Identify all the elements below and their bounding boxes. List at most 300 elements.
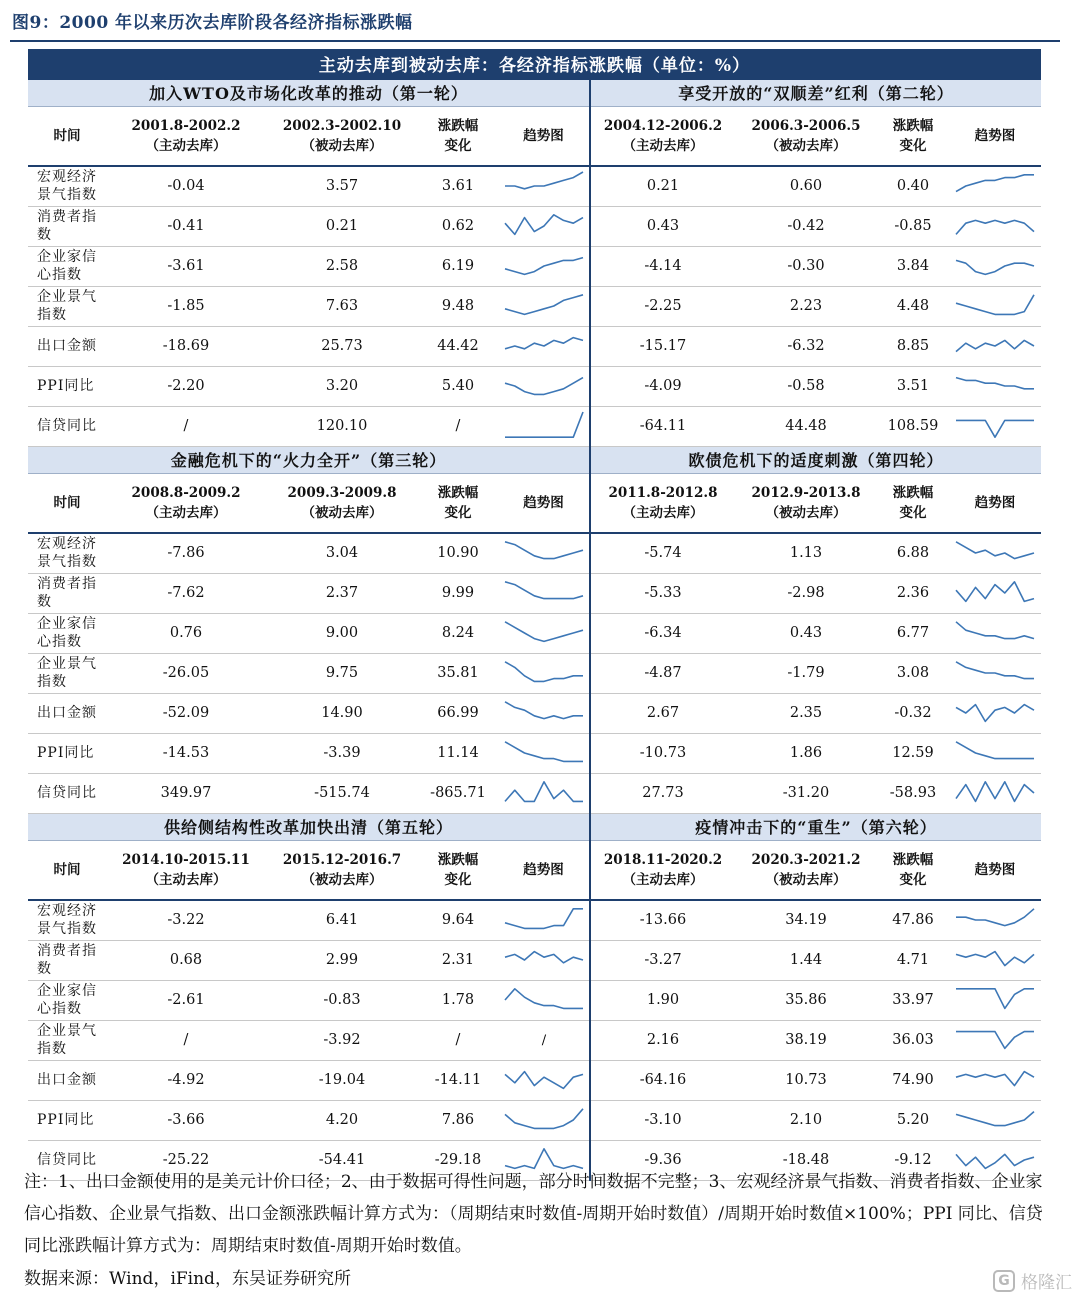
passive-value: -31.20 <box>735 773 877 813</box>
indicator-name: 消费者指数 <box>37 576 97 610</box>
table-row <box>28 1060 1041 1100</box>
trend-sparkline-line <box>956 705 1034 722</box>
trend-sparkline <box>954 903 1036 937</box>
active-label: （主动去库） <box>622 137 704 154</box>
trend-sparkline-line <box>505 215 583 235</box>
indicator-cell <box>28 166 106 206</box>
round-title-left: 加入WTO及市场化改革的推动（第一轮） <box>28 79 590 106</box>
change-value: 3.84 <box>877 246 949 286</box>
trend-sparkline <box>954 329 1036 363</box>
passive-value: 1.13 <box>735 533 877 573</box>
active-period: 2001.8-2002.2 <box>131 117 241 134</box>
passive-value: 0.60 <box>735 166 877 206</box>
active-value: -10.73 <box>590 733 735 773</box>
indicator-cell <box>28 980 106 1020</box>
round-title-right: 享受开放的“双顺差”红利（第二轮） <box>590 79 1041 106</box>
active-value: -15.17 <box>590 326 735 366</box>
round-title-right: 欧债危机下的适度刺激（第四轮） <box>590 446 1041 473</box>
passive-period-header <box>735 473 877 533</box>
table-body <box>28 49 1041 1180</box>
trend-cell <box>949 940 1041 980</box>
round-title-right: 疫情冲击下的“重生”（第六轮） <box>590 813 1041 840</box>
passive-label: （被动去库） <box>765 504 847 521</box>
change-value: 8.85 <box>877 326 949 366</box>
change-header <box>418 473 498 533</box>
table-row <box>28 940 1041 980</box>
trend-sparkline-line <box>505 542 583 559</box>
table-row <box>28 1100 1041 1140</box>
passive-period: 2020.3-2021.2 <box>751 851 861 868</box>
indicator-cell <box>28 246 106 286</box>
indicator-cell <box>28 1020 106 1060</box>
passive-value: 9.75 <box>266 653 418 693</box>
active-period: 2011.8-2012.8 <box>608 484 718 501</box>
trend-cell <box>498 940 590 980</box>
indicator-cell <box>28 286 106 326</box>
watermark-logo <box>993 1268 1072 1293</box>
passive-period: 2006.3-2006.5 <box>751 117 861 134</box>
trend-cell <box>498 900 590 940</box>
trend-sparkline <box>503 776 585 810</box>
figure-title: 图9：2000 年以来历次去库阶段各经济指标涨跌幅 <box>12 13 413 33</box>
passive-value: 2.37 <box>266 573 418 613</box>
active-value: 0.76 <box>106 613 266 653</box>
trend-cell <box>498 693 590 733</box>
passive-value: -1.79 <box>735 653 877 693</box>
active-period: 2018.11-2020.2 <box>603 851 723 868</box>
trend-sparkline <box>503 1023 585 1057</box>
indicator-cell <box>28 940 106 980</box>
active-value: -7.62 <box>106 573 266 613</box>
active-value: -7.86 <box>106 533 266 573</box>
change-value: 7.86 <box>418 1100 498 1140</box>
change-value: 2.36 <box>877 573 949 613</box>
active-period: 2008.8-2009.2 <box>131 484 241 501</box>
trend-cell <box>949 326 1041 366</box>
passive-value: 1.86 <box>735 733 877 773</box>
passive-value: 38.19 <box>735 1020 877 1060</box>
indicator-cell <box>28 326 106 366</box>
trend-cell <box>949 206 1041 246</box>
indicator-cell <box>28 613 106 653</box>
trend-sparkline <box>954 983 1036 1017</box>
passive-value: -3.92 <box>266 1020 418 1060</box>
change-label: 涨跌幅变化 <box>892 117 934 154</box>
change-value: 4.48 <box>877 286 949 326</box>
passive-value: 44.48 <box>735 406 877 446</box>
trend-cell <box>498 1100 590 1140</box>
trend-cell <box>949 366 1041 406</box>
trend-sparkline <box>503 329 585 363</box>
active-value: 2.67 <box>590 693 735 733</box>
trend-sparkline-line <box>505 258 583 275</box>
change-value: -865.71 <box>418 773 498 813</box>
change-value: 9.64 <box>418 900 498 940</box>
change-value: 44.42 <box>418 326 498 366</box>
active-value: -18.69 <box>106 326 266 366</box>
trend-sparkline-line <box>956 662 1034 679</box>
trend-sparkline-line <box>956 952 1034 966</box>
indicator-name: 宏观经济景气指数 <box>37 903 97 938</box>
table-title: 主动去库到被动去库：各经济指标涨跌幅（单位：%） <box>28 49 1041 79</box>
indicator-name: PPI同比 <box>37 745 95 761</box>
passive-value: 2.10 <box>735 1100 877 1140</box>
table-row <box>28 206 1041 246</box>
trend-cell <box>498 326 590 366</box>
indicator-name: PPI同比 <box>37 1112 95 1128</box>
change-value: 0.40 <box>877 166 949 206</box>
trend-sparkline-line <box>505 909 583 929</box>
trend-sparkline-line <box>956 420 1034 437</box>
trend-sparkline <box>503 903 585 937</box>
change-label: 涨跌幅变化 <box>892 484 934 521</box>
passive-label: （被动去库） <box>301 504 383 521</box>
trend-sparkline-line <box>956 175 1034 192</box>
source-line: 数据来源：Wind，iFind，东吴证券研究所 <box>24 1269 351 1289</box>
indicator-name: 企业家信心指数 <box>37 983 97 1017</box>
change-label: 涨跌幅变化 <box>892 851 934 888</box>
active-value: -6.34 <box>590 613 735 653</box>
trend-cell <box>949 653 1041 693</box>
indicator-name: 出口金额 <box>37 338 97 354</box>
table-row <box>28 166 1041 206</box>
change-value: 3.51 <box>877 366 949 406</box>
passive-value: -2.98 <box>735 573 877 613</box>
indicator-name: 出口金额 <box>37 1072 97 1088</box>
trend-cell <box>949 693 1041 733</box>
active-value: / <box>106 1020 266 1060</box>
trend-sparkline <box>503 656 585 690</box>
indicator-cell <box>28 1100 106 1140</box>
passive-value: 34.19 <box>735 900 877 940</box>
change-value: 2.31 <box>418 940 498 980</box>
table-row <box>28 286 1041 326</box>
trend-sparkline-line <box>505 989 583 1009</box>
active-value: -0.41 <box>106 206 266 246</box>
change-header <box>418 840 498 900</box>
trend-sparkline <box>503 369 585 403</box>
passive-value: -54.41 <box>266 1140 418 1180</box>
trend-sparkline <box>954 409 1036 443</box>
indicator-cell <box>28 206 106 246</box>
trend-header: 趋势图 <box>949 106 1041 166</box>
change-value: 6.19 <box>418 246 498 286</box>
indicator-cell <box>28 693 106 733</box>
trend-sparkline <box>954 736 1036 770</box>
indicator-name: 企业景气指数 <box>37 289 97 323</box>
table-row <box>28 773 1041 813</box>
time-header: 时间 <box>28 840 106 900</box>
trend-sparkline-line <box>956 260 1034 274</box>
trend-sparkline <box>503 943 585 977</box>
indicator-name: 企业家信心指数 <box>37 249 97 283</box>
title-rule <box>10 40 1060 42</box>
active-value: -14.53 <box>106 733 266 773</box>
active-value: -25.22 <box>106 1140 266 1180</box>
active-value: -64.16 <box>590 1060 735 1100</box>
change-value: / <box>418 406 498 446</box>
active-value: -4.14 <box>590 246 735 286</box>
passive-value: 3.57 <box>266 166 418 206</box>
change-value: 47.86 <box>877 900 949 940</box>
trend-sparkline <box>954 696 1036 730</box>
trend-sparkline-line <box>505 295 583 315</box>
trend-cell <box>498 613 590 653</box>
passive-value: -0.83 <box>266 980 418 1020</box>
trend-sparkline-line <box>956 742 1034 759</box>
round-title-left: 供给侧结构性改革加快出清（第五轮） <box>28 813 590 840</box>
table-row <box>28 533 1041 573</box>
active-period-header <box>106 840 266 900</box>
passive-period: 2009.3-2009.8 <box>287 484 397 501</box>
table-row <box>28 653 1041 693</box>
passive-period-header <box>266 473 418 533</box>
active-value: -3.10 <box>590 1100 735 1140</box>
active-label: （主动去库） <box>145 137 227 154</box>
active-value: -13.66 <box>590 900 735 940</box>
trend-cell <box>498 653 590 693</box>
indicator-cell <box>28 573 106 613</box>
trend-sparkline <box>954 1103 1036 1137</box>
trend-sparkline-line <box>956 220 1034 234</box>
active-value: -26.05 <box>106 653 266 693</box>
trend-sparkline <box>954 536 1036 570</box>
active-value: -9.36 <box>590 1140 735 1180</box>
trend-sparkline <box>503 209 585 243</box>
active-value: 349.97 <box>106 773 266 813</box>
passive-period: 2002.3-2002.10 <box>282 117 402 134</box>
trend-sparkline <box>503 249 585 283</box>
active-value: -3.22 <box>106 900 266 940</box>
trend-cell <box>949 1020 1041 1060</box>
trend-sparkline <box>954 576 1036 610</box>
passive-label: （被动去库） <box>301 137 383 154</box>
round-header-row <box>28 813 1041 840</box>
active-value: -2.20 <box>106 366 266 406</box>
indicator-name: 出口金额 <box>37 705 97 721</box>
active-value: -2.61 <box>106 980 266 1020</box>
indicator-name: 信贷同比 <box>37 418 97 434</box>
passive-label: （被动去库） <box>765 137 847 154</box>
trend-cell <box>498 980 590 1020</box>
trend-sparkline <box>954 616 1036 650</box>
trend-cell <box>949 286 1041 326</box>
change-value: 11.14 <box>418 733 498 773</box>
active-period: 2004.12-2006.2 <box>603 117 723 134</box>
trend-header: 趋势图 <box>949 840 1041 900</box>
passive-value: -0.42 <box>735 206 877 246</box>
active-value: -0.04 <box>106 166 266 206</box>
trend-cell <box>498 1020 590 1060</box>
change-value: -14.11 <box>418 1060 498 1100</box>
active-value: -3.66 <box>106 1100 266 1140</box>
table-header-row <box>28 49 1041 79</box>
trend-cell <box>949 900 1041 940</box>
indicator-name: 消费者指数 <box>37 209 97 243</box>
passive-value: 2.35 <box>735 693 877 733</box>
trend-sparkline <box>503 169 585 203</box>
time-header: 时间 <box>28 106 106 166</box>
passive-value: 25.73 <box>266 326 418 366</box>
passive-value: -3.39 <box>266 733 418 773</box>
active-label: （主动去库） <box>622 871 704 888</box>
trend-cell <box>949 1060 1041 1100</box>
indicator-cell <box>28 406 106 446</box>
passive-value: 2.58 <box>266 246 418 286</box>
active-value: 0.68 <box>106 940 266 980</box>
trend-sparkline <box>954 656 1036 690</box>
round-title-left: 金融危机下的“火力全开”（第三轮） <box>28 446 590 473</box>
trend-sparkline-line <box>505 172 583 189</box>
indicator-cell <box>28 366 106 406</box>
trend-header: 趋势图 <box>949 473 1041 533</box>
change-value: 10.90 <box>418 533 498 573</box>
column-header-row <box>28 106 1041 166</box>
passive-value: 7.63 <box>266 286 418 326</box>
change-value: 1.78 <box>418 980 498 1020</box>
trend-cell <box>498 286 590 326</box>
trend-sparkline <box>503 576 585 610</box>
passive-period-header <box>735 840 877 900</box>
trend-sparkline <box>503 696 585 730</box>
indicator-name: 消费者指数 <box>37 943 97 977</box>
trend-cell <box>949 733 1041 773</box>
change-value: 5.20 <box>877 1100 949 1140</box>
indicator-cell <box>28 773 106 813</box>
trend-cell <box>498 733 590 773</box>
change-value: 5.40 <box>418 366 498 406</box>
trend-sparkline-line <box>505 622 583 642</box>
active-value: -5.74 <box>590 533 735 573</box>
table-row <box>28 366 1041 406</box>
active-value: 27.73 <box>590 773 735 813</box>
round-header-row <box>28 79 1041 106</box>
change-value: 74.90 <box>877 1060 949 1100</box>
indicator-name: 信贷同比 <box>37 785 97 801</box>
change-value: -0.85 <box>877 206 949 246</box>
change-header <box>877 106 949 166</box>
active-value: -5.33 <box>590 573 735 613</box>
passive-value: -0.58 <box>735 366 877 406</box>
trend-cell <box>498 166 590 206</box>
indicator-table-wrap <box>28 49 1041 1181</box>
round-header-row <box>28 446 1041 473</box>
indicator-name: 企业景气指数 <box>37 656 97 690</box>
active-value: -3.61 <box>106 246 266 286</box>
trend-sparkline <box>954 1063 1036 1097</box>
change-value: -58.93 <box>877 773 949 813</box>
change-value: 12.59 <box>877 733 949 773</box>
active-period-header <box>590 840 735 900</box>
active-period-header <box>590 473 735 533</box>
change-label: 涨跌幅变化 <box>437 117 479 154</box>
trend-sparkline-line <box>956 622 1034 639</box>
trend-cell <box>498 533 590 573</box>
trend-cell <box>949 533 1041 573</box>
change-value: -0.32 <box>877 693 949 733</box>
change-value: 108.59 <box>877 406 949 446</box>
indicator-cell <box>28 900 106 940</box>
trend-sparkline-line <box>956 542 1034 559</box>
active-period-header <box>590 106 735 166</box>
table-row <box>28 1020 1041 1060</box>
indicator-table <box>28 49 1041 1181</box>
passive-value: 6.41 <box>266 900 418 940</box>
passive-value: 35.86 <box>735 980 877 1020</box>
logo-icon: G <box>993 1270 1015 1292</box>
active-value: -4.92 <box>106 1060 266 1100</box>
change-value: 3.61 <box>418 166 498 206</box>
change-header <box>418 106 498 166</box>
table-row <box>28 693 1041 733</box>
passive-period-header <box>266 106 418 166</box>
trend-cell <box>949 406 1041 446</box>
passive-value: 14.90 <box>266 693 418 733</box>
change-value: 3.08 <box>877 653 949 693</box>
trend-sparkline-line <box>505 338 583 349</box>
change-value: 6.77 <box>877 613 949 653</box>
indicator-name: PPI同比 <box>37 378 95 394</box>
table-row <box>28 326 1041 366</box>
change-value: -9.12 <box>877 1140 949 1180</box>
change-value: 9.99 <box>418 573 498 613</box>
trend-sparkline-line <box>956 295 1034 315</box>
trend-sparkline <box>954 249 1036 283</box>
trend-cell <box>498 406 590 446</box>
passive-value: 10.73 <box>735 1060 877 1100</box>
trend-sparkline <box>503 983 585 1017</box>
passive-label: （被动去库） <box>765 871 847 888</box>
active-value: 0.21 <box>590 166 735 206</box>
change-header <box>877 840 949 900</box>
trend-sparkline <box>954 169 1036 203</box>
trend-sparkline <box>503 409 585 443</box>
indicator-name: 宏观经济景气指数 <box>37 536 97 571</box>
trend-cell <box>949 573 1041 613</box>
trend-sparkline <box>954 1023 1036 1057</box>
active-label: （主动去库） <box>145 504 227 521</box>
trend-sparkline <box>954 369 1036 403</box>
change-value: 33.97 <box>877 980 949 1020</box>
passive-period-header <box>266 840 418 900</box>
change-value: 4.71 <box>877 940 949 980</box>
active-value: / <box>106 406 266 446</box>
trend-cell <box>949 773 1041 813</box>
indicator-name: 企业景气指数 <box>37 1023 97 1057</box>
active-value: -1.85 <box>106 286 266 326</box>
active-label: （主动去库） <box>145 871 227 888</box>
trend-sparkline-line <box>505 662 583 682</box>
passive-period-header <box>735 106 877 166</box>
trend-sparkline <box>503 1063 585 1097</box>
trend-sparkline <box>954 209 1036 243</box>
trend-header: 趋势图 <box>498 106 590 166</box>
passive-value: 0.21 <box>266 206 418 246</box>
indicator-cell <box>28 653 106 693</box>
trend-sparkline <box>954 943 1036 977</box>
active-value: -64.11 <box>590 406 735 446</box>
active-value: -2.25 <box>590 286 735 326</box>
trend-cell <box>498 1060 590 1100</box>
passive-value: 120.10 <box>266 406 418 446</box>
passive-value: 9.00 <box>266 613 418 653</box>
active-value: -4.09 <box>590 366 735 406</box>
indicator-name: 宏观经济景气指数 <box>37 169 97 204</box>
table-row <box>28 406 1041 446</box>
change-label: 涨跌幅变化 <box>437 484 479 521</box>
passive-value: 1.44 <box>735 940 877 980</box>
trend-header: 趋势图 <box>498 473 590 533</box>
